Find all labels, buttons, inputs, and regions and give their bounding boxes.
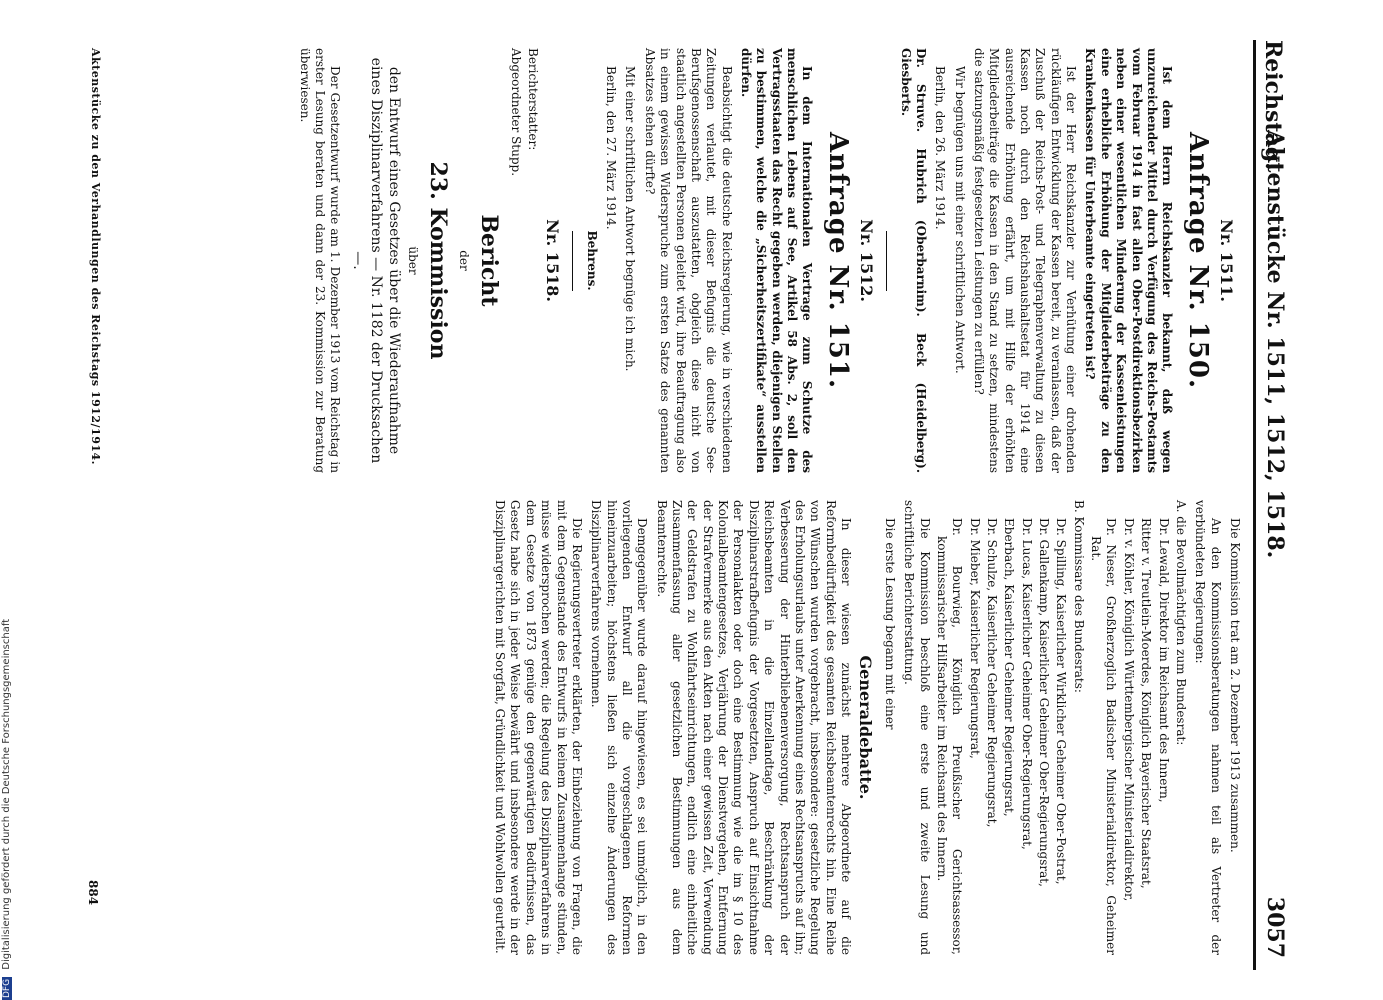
heading-generaldebatte: Generaldebatte.: [856, 655, 876, 800]
heading-anfrage-151: Anfrage Nr. 151.: [822, 131, 853, 390]
header-title: Aktenstücke Nr. 1511, 1512, 1518.: [1262, 130, 1288, 559]
participant-item: Dr. Spilling, Kaiserlicher Wirklicher Geheimer Ober-Postrat,: [1054, 518, 1069, 885]
header-rule: [1253, 40, 1256, 970]
header-left: Reichstag.: [1260, 40, 1286, 170]
participant-item: Dr. v. Köhler, Königlich Württembergischer Ministerialdirektor,: [1121, 518, 1136, 902]
participant-item: Dr. Lucas, Kaiserlicher Geheimer Ober-Regierungsrat,: [1019, 518, 1034, 850]
anfrage-151-date: Berlin, den 27. März 1914.: [604, 66, 619, 230]
heading-nr-1511: Nr. 1511.: [1217, 219, 1236, 302]
participant-item: Dr. Mieber, Kaiserlicher Regierungsrat,: [967, 518, 982, 759]
participant-item: Dr. Lewald, Direktor im Reichsamt des Innern,: [1156, 518, 1171, 803]
anfrage-151-closing: Mit einer schriftlichen Antwort begnüge ich mich.: [623, 66, 638, 372]
commission-met: Die Kommission trat am 2. Dezember 1913 zusammen.: [1228, 518, 1242, 853]
debate-paragraph-3: Die Regierungsvertreter erklärten, der Einbeziehung von Fragen, die mit dem Gegenstande des Entwurfs in keinem Zusammenhange stünden, müsse widersprochen werden; die Regelung des Disziplinarverfahrens in dem Gesetze von 1873 genüge den gegenwärtigen Bedürfnissen, das Gesetz habe sich in jeder Weise bewährt und insbesondere werde in der Disziplinargerichten mit Sorgfalt, Gründlichkeit und Wohlwollen geurteilt.: [493, 500, 584, 955]
heading-nr-1518: Nr. 1518.: [543, 219, 563, 302]
list-a: [1088, 500, 1171, 955]
anfrage-150-signatures: Dr. Struve. Hubrich (Oberbarnim). Beck (Heidelberg). Giesberts.: [898, 48, 928, 473]
anfrage-150-question: Ist dem Herrn Reichskanzler bekannt, daß wegen unzureichender Mittel durch Verfügung des Reichs-Postamts vom Februar 1914 in fast allen Ober-Postdirektionsbezirken neben einer wesentlichen Minderung der Kassenleistungen eine erhebliche Erhöhung der Mitgliederbeiträge zu den Krankenkassen für Unterbeamte eingetreten ist?: [1083, 48, 1175, 473]
debate-paragraph-2: Demgegenüber wurde darauf hingewiesen, es sei unmöglich, in den vorliegenden Entwurf all die vorgeschlagenen Reformen hineinzuarbeiten; höchstens ließen sich einzelne Änderungen des Disziplinarverfahrens vornehmen.: [589, 500, 650, 955]
list-b: [934, 500, 1069, 955]
participant-item: Dr. Bourwieg, Königlich Preußischer Gerichtsassessor, kommissarischer Hilfsarbeiter im Reichsamt des Innern.: [934, 518, 965, 955]
heading-nr-1512: Nr. 1512.: [857, 219, 877, 302]
heading-bericht: Bericht: [476, 214, 503, 307]
section-divider: [572, 231, 573, 291]
dfg-logo: DFG: [2, 978, 12, 998]
first-reading-paragraph: Die erste Lesung begann mit einer: [882, 518, 897, 730]
list-a-label: A. die Bevollmächtigten zum Bundesrat:: [1173, 500, 1188, 746]
anfrage-150-paragraph: Ist der Herr Reichskanzler zur Verhütung einer drohenden rückläufigen Entwicklung der Kassen bereit, zu veranlassen, daß der Zuschuß der Reichs-Post- und Telegraphenverwaltung zu diesen Kassen noch durch den Reichshaushaltsetat für 1914 eine ausreichende Erhöhung erfährt, um mit Hilfe der erhöhten Mitgliederbeiträge die Kassen in den Stand zu setzen, mindestens die satzungsmäßig festgesetzten Leistungen zu erfüllen?: [971, 48, 1079, 473]
heading-anfrage-150: Anfrage Nr. 150.: [1182, 131, 1213, 390]
participant-item: Eberbach, Kaiserlicher Geheimer Regierungsrat,: [1002, 518, 1017, 817]
anfrage-150-date: Berlin, den 26. März 1914.: [933, 66, 948, 230]
procedure-paragraph: Die Kommission beschloß eine erste und zweite Lesung und schriftliche Berichterstattung.: [902, 500, 932, 955]
digitization-note-text: Digitalisierung gefördert durch die Deutsche Forschungsgemeinschaft: [1, 618, 12, 970]
bericht-subject: den Entwurf eines Gesetzes über die Wiederaufnahme eines Disziplinarverfahrens — Nr. 1182 der Drucksachen —.: [350, 57, 403, 464]
berichterstatter-name: Abgeordneter Stupp.: [508, 48, 523, 177]
header-page-number: 3057: [1262, 896, 1288, 958]
participant-item: Dr. Schulze, Kaiserlicher Geheimer Regierungsrat,: [984, 518, 999, 828]
section-divider: [886, 231, 887, 291]
anfrage-150-closing: Wir begnügen uns mit einer schriftlichen Antwort.: [952, 66, 967, 374]
heading-kommission: 23. Kommission: [424, 161, 451, 360]
right-column: [488, 500, 1242, 955]
bericht-first-reading: Der Gesetzentwurf wurde am 1. Dezember 1913 vom Reichstag in erster Lesung beraten und dann der 23. Kommission zur Beratung überwiesen.: [297, 48, 343, 473]
anfrage-151-signature: Behrens.: [584, 230, 599, 291]
participant-item: Dr. Nieser, Großherzoglich Badischer Ministerialdirektor, Geheimer Rat.: [1089, 518, 1119, 955]
footer-line: Aktenstücke zu den Verhandlungen des Reichstags 1912/1914.: [89, 48, 102, 465]
participant-item: Ritter v. Treutlein-Moerdes, Königlich Bayerischer Staatsrat,: [1139, 518, 1154, 889]
list-b-label: B. Kommissare des Bundesrats:: [1071, 500, 1086, 693]
page-header: [1244, 0, 1300, 1000]
participants-intro: An den Kommissionsberatungen nahmen teil als Vertreter der verbündeten Regierungen:: [1193, 500, 1223, 955]
left-column: [292, 48, 1242, 473]
heading-der: der: [457, 250, 472, 271]
participant-item: Dr. Gallenkamp, Kaiserlicher Geheimer Ober-Regierungsrat,: [1037, 518, 1052, 887]
anfrage-151-question: In dem Internationalen Vertrage zum Schutze des menschlichen Lebens auf See, Artikel 58 Abs. 2, soll den Vertragsstaaten das Recht gegeben werden, diejenigen Stellen zu bestimmen, welche die „Sicherheitszertifikate“ ausstellen dürfen.: [738, 48, 815, 473]
debate-paragraph-1: In dieser wiesen zunächst mehrere Abgeordnete auf die Reformbedürftigkeit des gesamten Reichsbeamtenrechts hin. Eine Reihe von Wünschen wurden vorgebracht, insbesondere: gesetzliche Regelung des Erholungsurlaubs unter Anerkennung eines Rechtsanspruchs auf ihn; Verbesserung der Hinterbliebenenversorgung, Rechtsanspruch der Reichsbeamten in die Einzellandtage, Beschränkung der Disziplinarstrafbefugnis der Vorgesetzten, Anspruch auf Einsichtnahme der Personalakten oder doch eine Bestimmung wie die im § 10 des Kolonialbeamtengesetzes, Verjährung der Dienstvergehen, Entfernung der Strafvermerke aus den Akten nach einer gewissen Zeit, Verwendung der Geldstrafen zu Wohlfahrtseinrichtungen, endlich eine einheitliche Zusammenfassung aller gesetzlichen Bestimmungen aus dem Beamtenrechte.: [654, 500, 853, 955]
berichterstatter-label: Berichterstatter:: [525, 48, 540, 151]
footer-page-number: 884: [86, 880, 100, 906]
anfrage-151-paragraph: Beabsichtigt die deutsche Reichsregierung, wie in verschiedenen Zeitungen verlautet, mit dieser Befugnis die deutsche See-Berufsgenossenschaft auszustatten, obgleich diese nicht von staatlich angestellten Personen geleitet wird, ihre Beauftragung also in einem gewissen Widerspruche zum ersten Satze des genannten Absatzes stehen dürfte?: [642, 48, 734, 473]
digitization-note: [1, 0, 15, 1000]
heading-ueber: über: [405, 246, 420, 275]
